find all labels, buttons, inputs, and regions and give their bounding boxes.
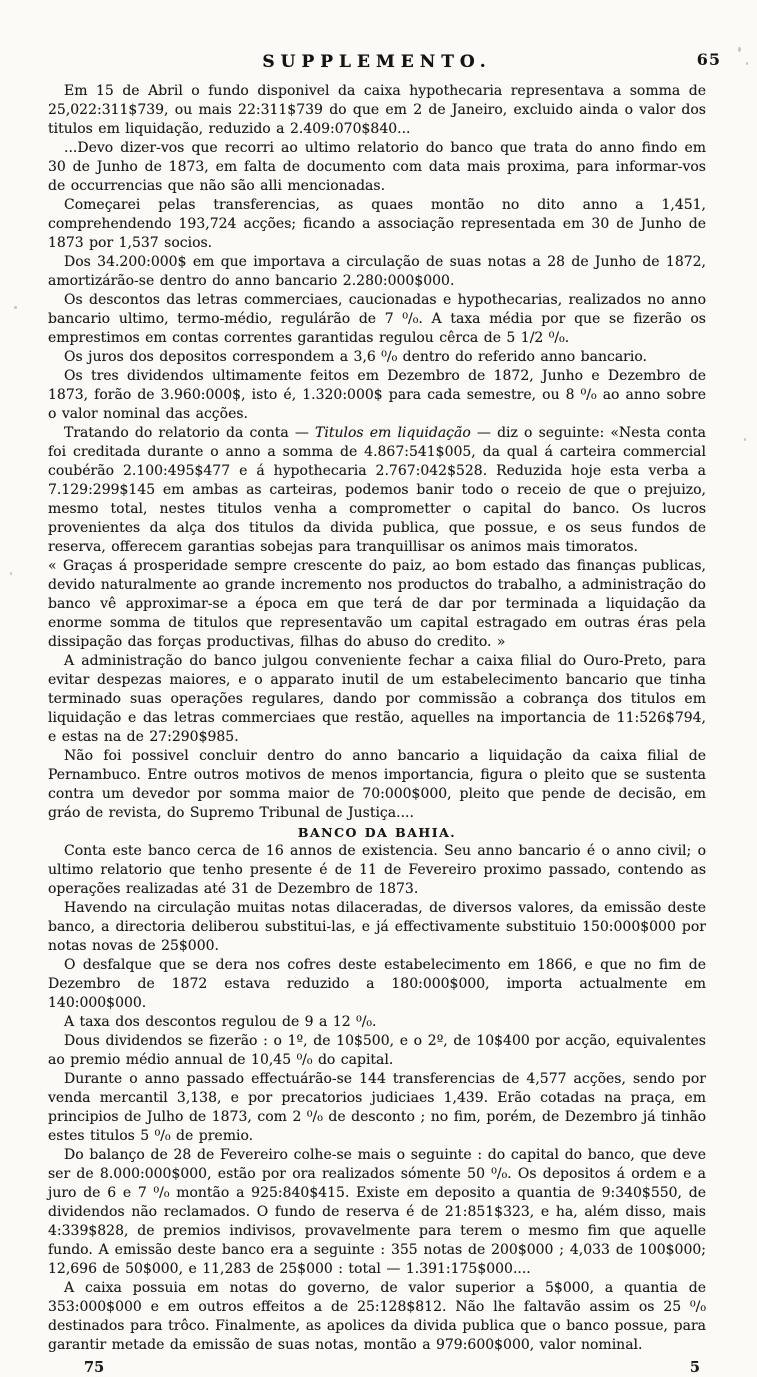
scan-speck <box>746 62 748 65</box>
paragraph: A caixa possuia em notas do governo, de valor superior a 5$000, a quantia de 353:000$000 e em outros effeitos a de 25:128$812. Não lhe faltavão assim os 25 ⁰/₀ destinados para trôco. Finalmente, as apolices da divida publica que o banco possue, para garantir metade da emissão de suas notas, montão a 979:600$000, valor nominal. <box>48 1280 706 1353</box>
page-title: SUPPLEMENTO. <box>262 52 492 72</box>
document-body <box>48 82 706 1377</box>
paragraph-titulos-em-liquidacao <box>48 424 706 557</box>
paragraph: ...Devo dizer-vos que recorri ao ultimo relatorio do banco que trata do anno findo em 30 de Junho de 1873, em falta de documento com data mais proxima, para informar-vos de occurrencias que não são alli mencionadas. <box>48 140 706 194</box>
footer-signature-number: 75 <box>84 1359 105 1376</box>
paragraph: Durante o anno passado effectuárão-se 144 transferencias de 4,577 acções, sendo por venda mercantil 3,138, e por precatorios judiciaes 1,439. Erão cotadas na praça, em principios de Julho de 1873, com 2 ⁰/₀ de desconto ; no fim, porém, de Dezembro já tinhão estes titulos 5 ⁰/₀ de premio. <box>48 1071 706 1144</box>
paragraph: Conta este banco cerca de 16 annos de existencia. Seu anno bancario é o anno civil; o ultimo relatorio que tenho presente é de 11 de Fevereiro proximo passado, contendo as operações realizadas até 31 de Dezembro de 1873. <box>48 843 706 897</box>
scan-speck <box>10 572 12 575</box>
scan-speck <box>610 1118 612 1121</box>
scan-speck <box>208 1140 210 1142</box>
paragraph: Dous dividendos se fizerão : o 1º, de 10$500, e o 2º, de 10$400 por acção, equivalentes ao premio médio annual de 10,45 ⁰/₀ do capital. <box>48 1033 706 1068</box>
paragraph: Não foi possivel concluir dentro do anno bancario a liquidação da caixa filial de Pernambuco. Entre outros motivos de menos importancia, figura o pleito que se sustenta contra um devedor por somma maior de 70:000$000, pleito que pende de decisão, em gráo de revista, do Supremo Tribunal de Justiça.... <box>48 748 706 821</box>
section-heading-banco-da-bahia: BANCO DA BAHIA. <box>297 825 457 840</box>
paragraph: Em 15 de Abril o fundo disponivel da caixa hypothecaria representava a somma de 25,022:311$739, ou mais 22:311$739 do que em 2 de Janeiro, excluido ainda o valor dos titulos em liquidação, reduzido a 2.409:070$840... <box>48 83 706 137</box>
paragraph-text: Tratando do relatorio da conta — <box>64 425 316 441</box>
page-footer <box>48 1358 706 1377</box>
scan-speck <box>738 47 741 52</box>
italic-account-title: Titulos em liquidação <box>315 425 471 441</box>
paragraph: Os descontos das letras commerciaes, caucionadas e hypothecarias, realizados no anno bancario ultimo, termo-médio, regulárão de 7 ⁰/₀. A taxa média por que se fizerão os emprestimos em contas correntes garantidas regulou cêrca de 5 1/2 ⁰/₀. <box>48 292 706 346</box>
scan-speck <box>14 306 17 309</box>
quote-paragraph: « Graças á prosperidade sempre crescente do paiz, ao bom estado das finanças publicas, devido naturalmente ao grande incremento nos productos do trabalho, a administração do banco vê approximar-se a época em que terá de dar por terminada a liquidação da enorme somma de titulos que representavão um capital estragado em outras éras pela dissipação das forças productivas, filhas do abuso do credito. » <box>48 558 706 650</box>
paragraph: A administração do banco julgou conveniente fechar a caixa filial do Ouro-Preto, para evitar despezas maiores, e o apparato inutil de um estabelecimento bancario que tinha terminado suas operações regulares, dando por commissão a cobrança dos titulos em liquidação e das letras commerciaes que restão, aquelles na importancia de 11:526$794, e estas na de 27:290$985. <box>48 653 706 745</box>
paragraph: A taxa dos descontos regulou de 9 a 12 ⁰/₀. <box>64 1014 377 1030</box>
paragraph: Do balanço de 28 de Fevereiro colhe-se mais o seguinte : do capital do banco, que deve ser de 8.000:000$000, estão por ora realizados sómente 50 ⁰/₀. Os depositos á ordem e a juro de 6 e 7 ⁰/₀ montão a 925:840$415. Existe em deposito a quantia de 9:340$550, de dividendos não reclamados. O fundo de reserva é de 21:851$323, e ha, além disso, mais 4:339$828, de premios indivisos, provavelmente para terem o mesmo fim que aquelle fundo. A emissão deste banco era a seguinte : 355 notas de 200$000 ; 4,033 de 100$000; 12,696 de 50$000, e 11,283 de 25$000 : total — 1.391:175$000.... <box>48 1147 706 1277</box>
scan-speck <box>744 438 746 441</box>
paragraph: Os juros dos depositos correspondem a 3,6 ⁰/₀ dentro do referido anno bancario. <box>64 349 647 365</box>
page-number: 65 <box>696 50 721 69</box>
footer-sheet-number: 5 <box>689 1359 700 1376</box>
paragraph-text: — diz o seguinte: «Nesta conta foi creditada durante o anno a somma de 4.867:541$005, da qual á carteira commercial coubérão 2.100:495$477 e á hypothecaria 2.767:042$528. Reduzida hoje esta verba a 7.129:299$145 em ambas as carteiras, podemos banir todo o receio de que o prejuizo, mesmo total, nestes titulos venha a comprometter o capital do banco. Os lucros provenientes da alça dos titulos da divida publica, que possue, e os seus fundos de reserva, offerecem garantias sobejas para tranquillisar os animos mais timoratos. <box>48 425 706 555</box>
paragraph: Os tres dividendos ultimamente feitos em Dezembro de 1872, Junho e Dezembro de 1873, forão de 3.960:000$, isto é, 1.320:000$ para cada semestre, ou 8 ⁰/₀ ao anno sobre o valor nominal das acções. <box>48 368 706 422</box>
paragraph: Começarei pelas transferencias, as quaes montão no dito anno a 1,451, comprehendendo 193,724 acções; ficando a associação representada em 30 de Junho de 1873 por 1,537 socios. <box>48 197 706 251</box>
paragraph: O desfalque que se dera nos cofres deste estabelecimento em 1866, e que no fim de Dezembro de 1872 estava reduzido a 180:000$000, importa actualmente em 140:000$000. <box>48 957 706 1011</box>
paragraph: Dos 34.200:000$ em que importava a circulação de suas notas a 28 de Junho de 1872, amortizárão-se dentro do anno bancario 2.280:000$000. <box>48 254 706 289</box>
paragraph: Havendo na circulação muitas notas dilaceradas, de diversos valores, da emissão deste banco, a directoria deliberou substitui-las, e já effectivamente substituio 150:000$000 por notas novas de 25$000. <box>48 900 706 954</box>
